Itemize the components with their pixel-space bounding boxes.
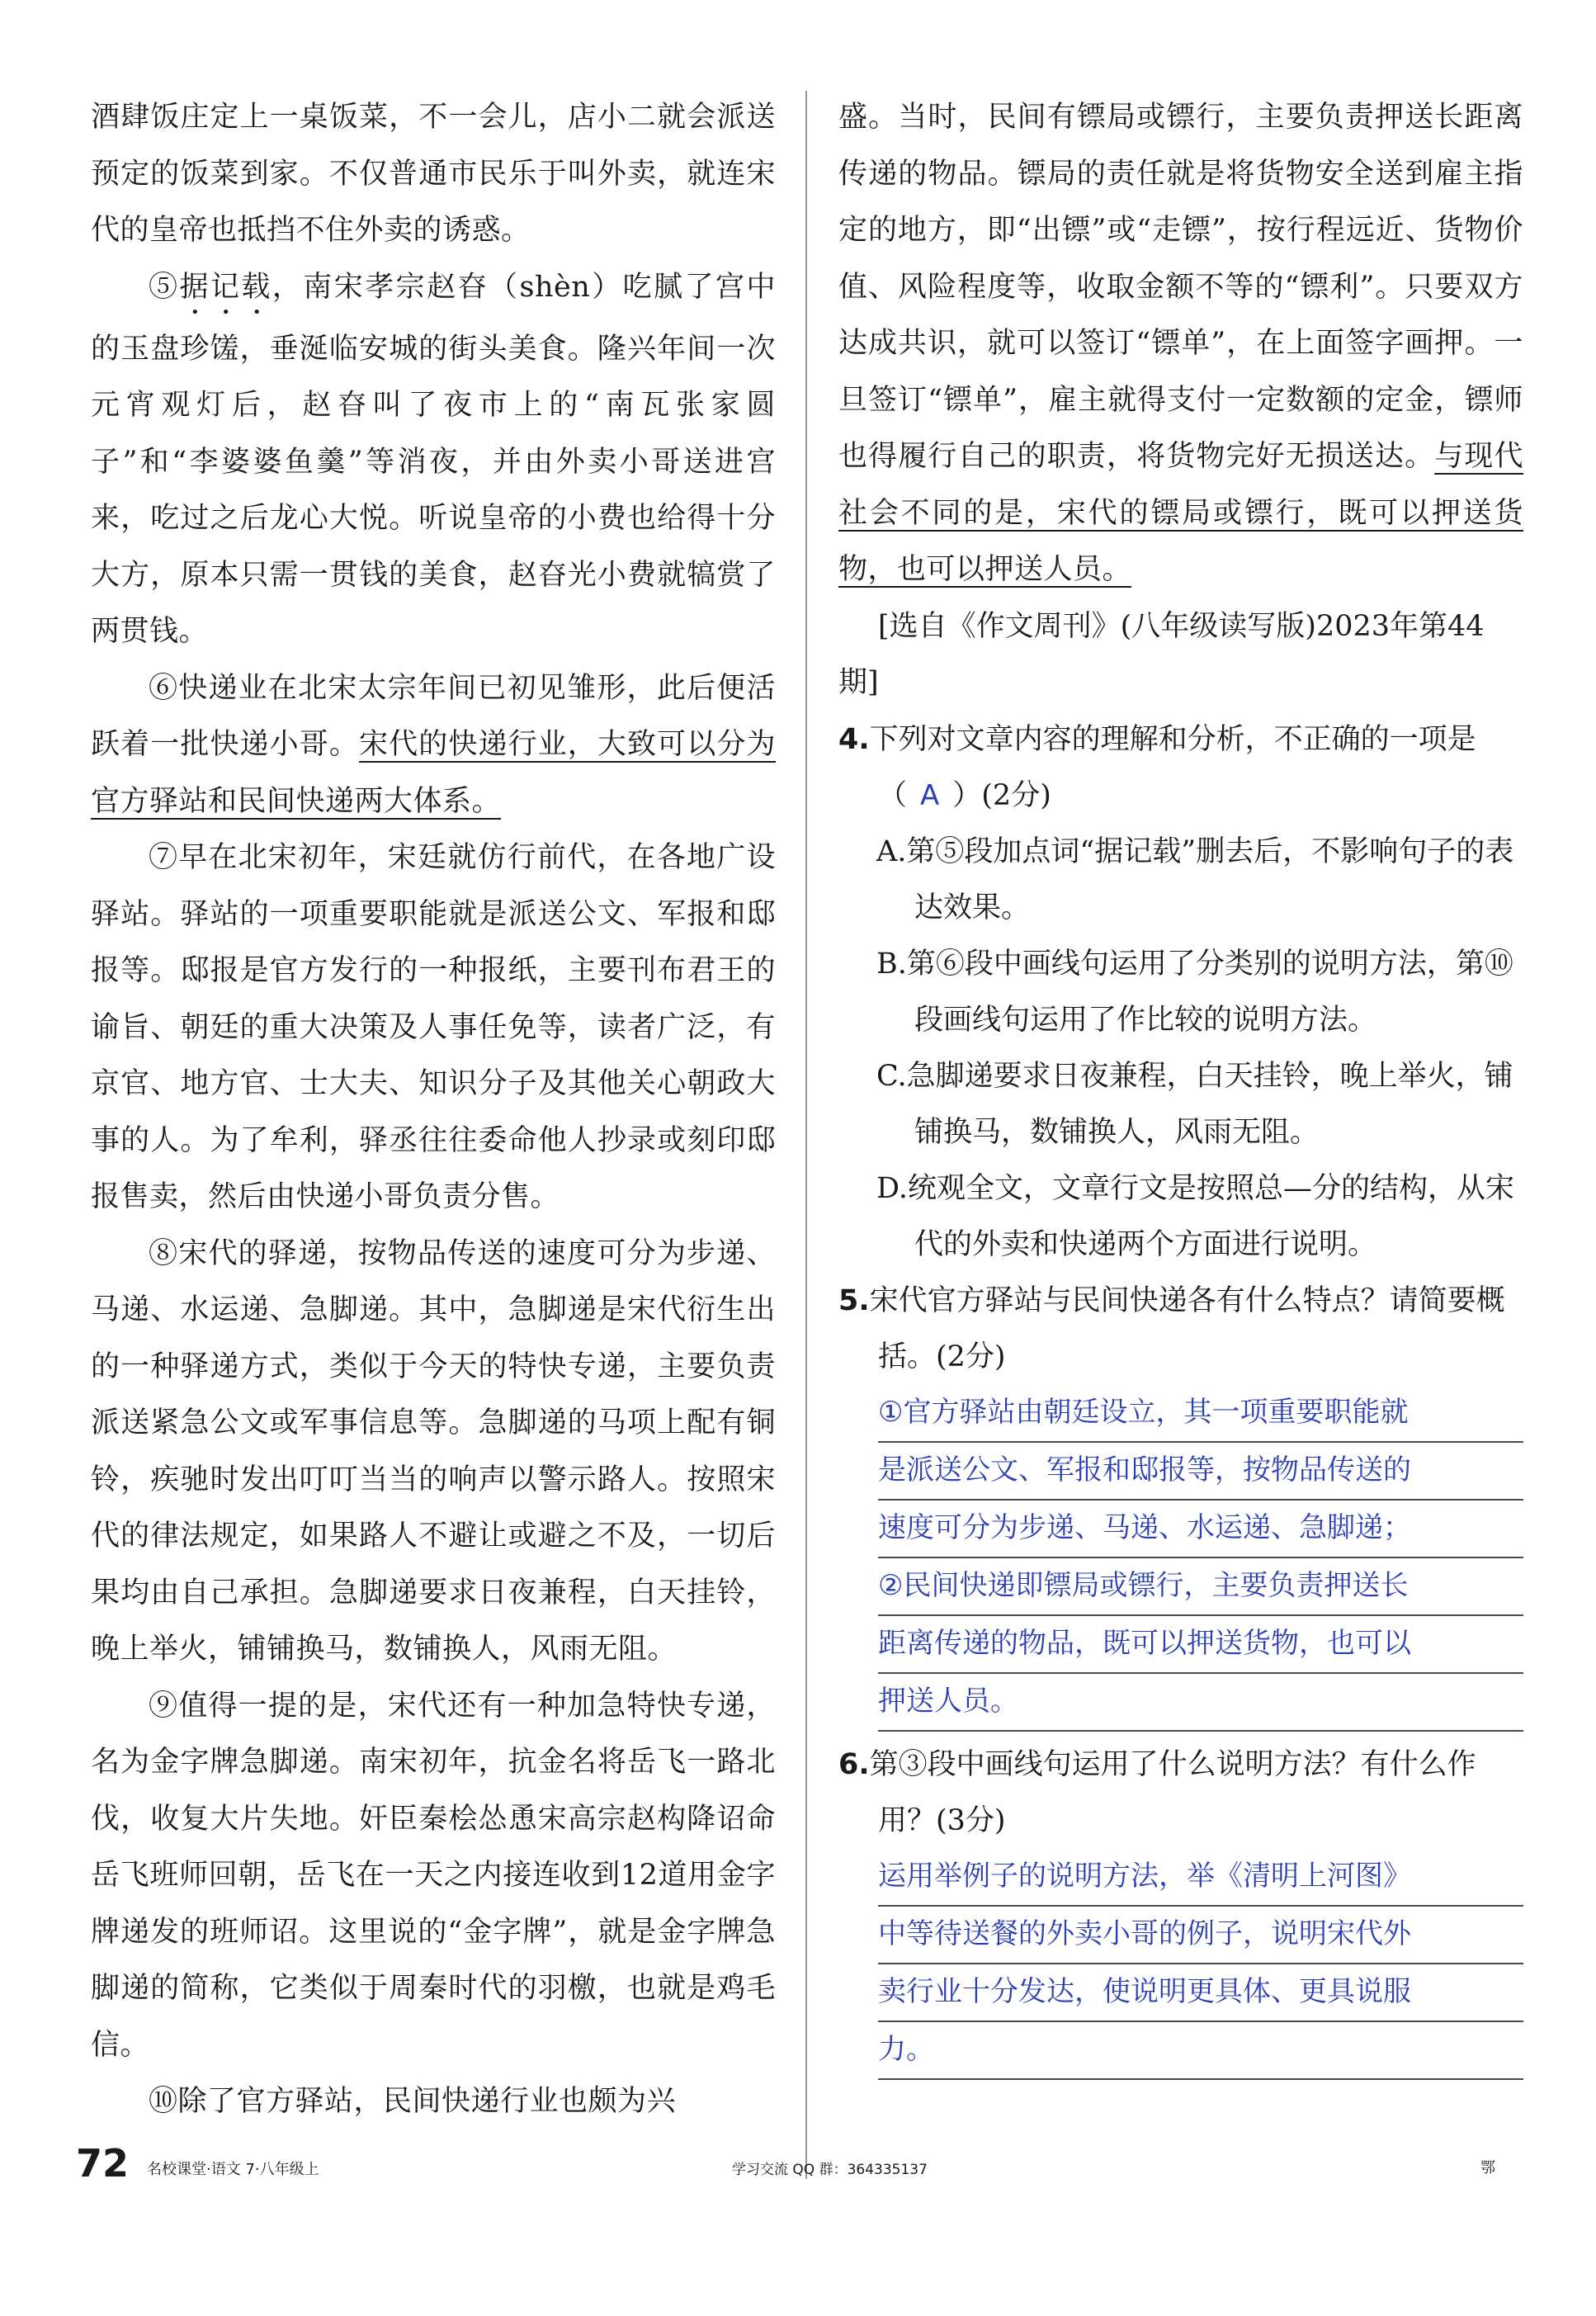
- answer-line: 是派送公文、军报和邸报等，按物品传送的: [878, 1443, 1523, 1501]
- answer-line: 中等待送餐的外卖小哥的例子，说明宋代外: [878, 1907, 1523, 1964]
- right-column: [838, 89, 1523, 2080]
- paragraph-9: ⑨值得一提的是，宋代还有一种加急特快专递，名为金字牌急脚递。南宋初年，抗金名将岳飞一路北伐，收复大片失地。奸臣秦桧怂恿宋高宗赵构降诏命岳飞班师回朝，岳飞在一天之内接连收到12道用金字牌递发的班师诏。这里说的“金字牌”，就是金字牌急脚递的简称，它类似于周秦时代的羽檄，也就是鸡毛信。: [91, 1689, 776, 2062]
- column-divider: [805, 91, 807, 2179]
- paragraph-5: [91, 259, 776, 660]
- page-number: 72: [76, 2141, 130, 2186]
- paragraph-10-text: 盛。当时，民间有镖局或镖行，主要负责押送长距离传递的物品。镖局的责任就是将货物安全送到雇主指定的地方，即“出镖”或“走镖”，按行程远近、货物价值、风险程度等，收取金额不等的“镖利”。只要双方达成共识，就可以签订“镖单”，在上面签字画押。一旦签订“镖单”，雇主就得支付一定数额的定金，镖师也得履行自己的职责，将货物完好无损送达。: [838, 101, 1523, 473]
- option-d: D.统观全文，文章行文是按照总—分的结构，从宋代的外卖和快递两个方面进行说明。: [876, 1171, 1514, 1261]
- answer-line: ①官方驿站由朝廷设立，其一项重要职能就: [878, 1385, 1523, 1443]
- paragraph-10-underlined-sentence: 与现代社会不同的是，宋代的镖局或镖行，既可以押送货物，也可以押送人员。: [838, 440, 1523, 586]
- question-6-stem: [838, 1737, 1523, 1849]
- question-number: 6.: [838, 1747, 870, 1781]
- paragraph-5-text: ，南宋孝宗赵昚（shèn）吃腻了宫中的玉盘珍馐，垂涎临安城的街头美食。隆兴年间一次元宵观灯后，赵昚叫了夜市上的“南瓦张家圆子”和“李婆婆鱼羹”等消夜，并由外卖小哥送进宫来，吃过之后龙心大悦。听说皇帝的小费也给得十分大方，原本只需一贯钱的美食，赵昚光小费就犒赏了两贯钱。: [91, 270, 776, 648]
- question-5: [838, 1273, 1523, 1732]
- option-b: B.第⑥段中画线句运用了分类别的说明方法，第⑩段画线句运用了作比较的说明方法。: [876, 947, 1513, 1037]
- source-citation: [选自《作文周刊》(八年级读写版)2023年第44期]: [838, 609, 1485, 699]
- paragraph-5-number: ⑤: [149, 270, 180, 304]
- answer-line: 卖行业十分发达，使说明更具体、更具说服: [878, 1964, 1523, 2022]
- left-column: [91, 89, 776, 2130]
- dotted-phrase: 据记载: [179, 270, 272, 304]
- question-5-stem: [838, 1273, 1523, 1385]
- question-4-answer: A: [920, 778, 940, 812]
- paragraph-8: ⑧宋代的驿递，按物品传送的速度可分为步递、马递、水运递、急脚递。其中，急脚递是宋代衍生出的一种驿递方式，类似于今天的特快专递，主要负责派送紧急公文或军事信息等。急脚递的马项上配有铜铃，疾驰时发出叮叮当当的响声以警示路人。按照宋代的律法规定，如果路人不避让或避之不及，一切后果均由自己承担。急脚递要求日夜兼程，白天挂铃，晚上举火，铺铺换马，数铺换人，风雨无阻。: [91, 1236, 776, 1666]
- question-6-answer: [878, 1849, 1523, 2080]
- answer-line: ②民间快递即镖局或镖行，主要负责押送长: [878, 1558, 1523, 1616]
- book-info: 名校课堂·语文 7·八年级上: [147, 2161, 319, 2178]
- paragraph-6-text: ⑥快递业在北宋太宗年间已初见雏形，此后便活跃着一批快递小哥。: [91, 671, 776, 761]
- question-4-stem: [838, 711, 1523, 824]
- answer-line: 速度可分为步递、马递、水运递、急脚递；: [878, 1501, 1523, 1558]
- province-mark: 鄂: [1480, 2159, 1495, 2177]
- answer-line: 力。: [878, 2022, 1523, 2080]
- answer-line: 押送人员。: [878, 1674, 1523, 1732]
- answer-line: 距离传递的物品，既可以押送货物，也可以: [878, 1616, 1523, 1674]
- option-c: C.急脚递要求日夜兼程，白天挂铃，晚上举火，铺铺换马，数铺换人，风雨无阻。: [876, 1059, 1513, 1149]
- paragraph-7: ⑦早在北宋初年，宋廷就仿行前代，在各地广设驿站。驿站的一项重要职能就是派送公文、军报和邸报等。邸报是官方发行的一种报纸，主要刊布君王的谕旨、朝廷的重大决策及人事任免等，读者广泛，有京官、地方官、士大夫、知识分子及其他关心朝政大事的人。为了牟利，驿丞往往委命他人抄录或刻印邸报售卖，然后由快递小哥负责分售。: [91, 841, 776, 1213]
- paragraph-10-start: ⑩除了官方驿站，民间快递行业也颇为兴: [149, 2085, 677, 2118]
- question-4-text-b: ）(2分): [952, 778, 1051, 812]
- paragraph-6-underlined-sentence: 宋代的快递行业，大致可以分为官方驿站和民间快递两大体系。: [91, 728, 776, 818]
- question-5-text: 宋代官方驿站与民间快递各有什么特点？请简要概括。(2分): [869, 1283, 1505, 1373]
- paragraph-10-continued: [838, 89, 1523, 598]
- question-number: 4.: [838, 722, 870, 756]
- page-footer: [76, 2141, 1528, 2191]
- question-5-answer: [878, 1385, 1523, 1732]
- paragraph-6: [91, 660, 776, 830]
- question-4: [838, 711, 1523, 1273]
- paragraph-4-continued: 酒肆饭庄定上一桌饭菜，不一会儿，店小二就会派送预定的饭菜到家。不仅普通市民乐于叫外卖，就连宋代的皇帝也抵挡不住外卖的诱惑。: [91, 101, 776, 247]
- answer-line: 运用举例子的说明方法，举《清明上河图》: [878, 1849, 1523, 1907]
- option-a: A.第⑤段加点词“据记载”删去后，不影响句子的表达效果。: [876, 834, 1514, 924]
- question-6-text: 第③段中画线句运用了什么说明方法？有什么作用？(3分): [869, 1747, 1476, 1837]
- question-number: 5.: [838, 1283, 870, 1317]
- qq-group: 学习交流 QQ 群：364335137: [732, 2162, 928, 2178]
- question-4-text-a: 下列对文章内容的理解和分析，不正确的一项是（: [869, 722, 1476, 812]
- question-6: [838, 1737, 1523, 2080]
